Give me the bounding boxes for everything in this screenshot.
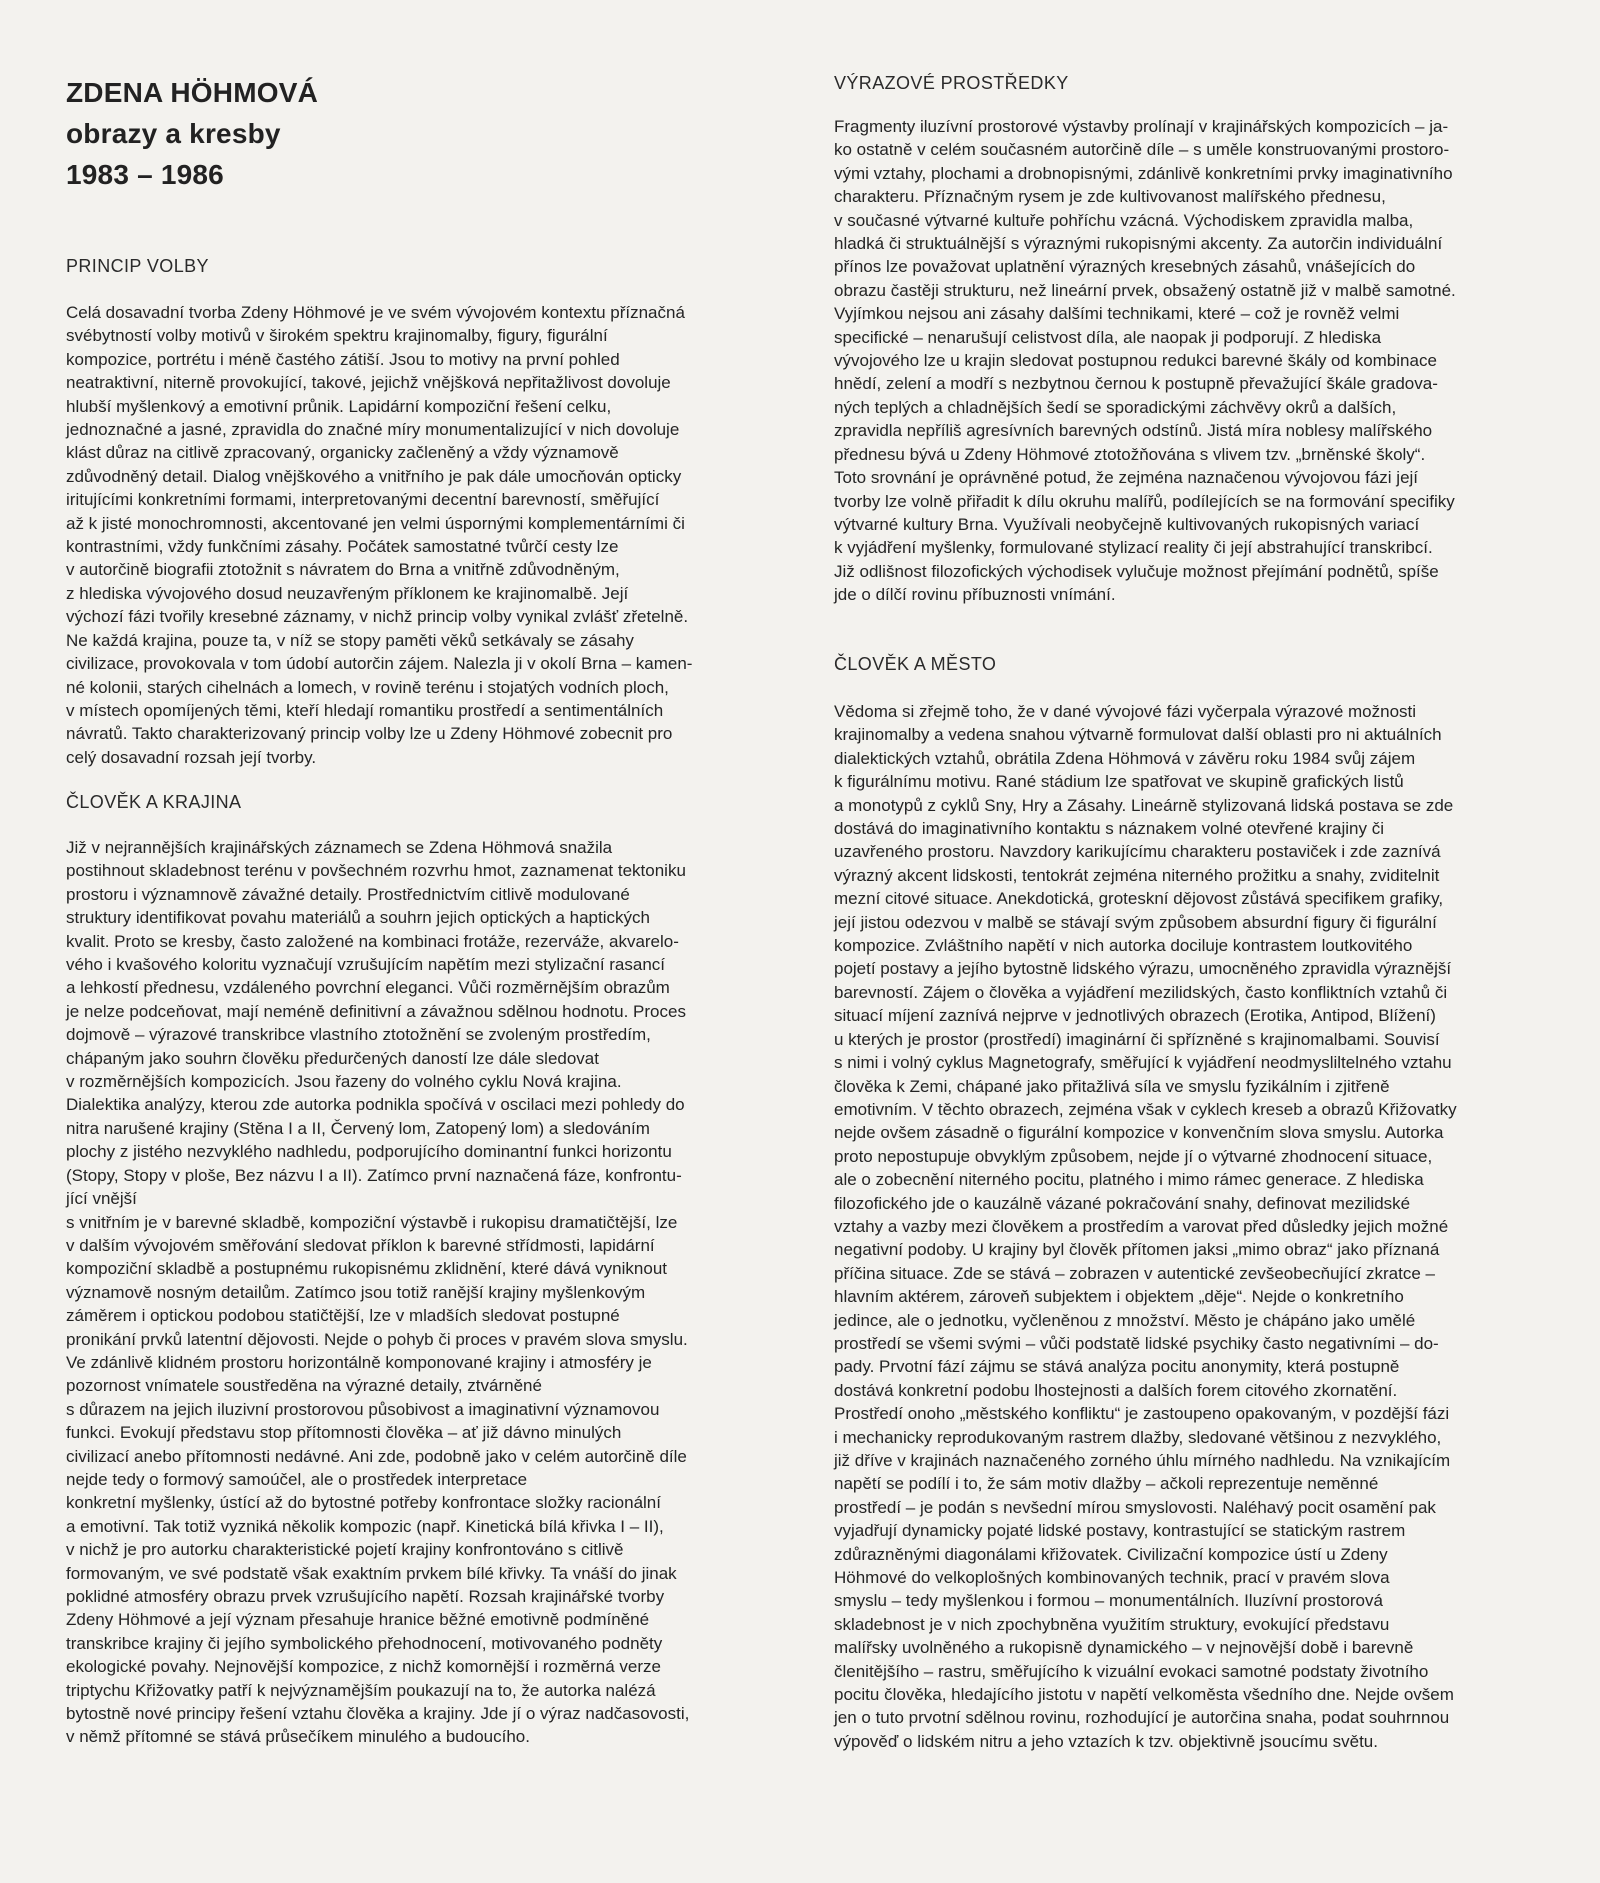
heading-vyrazove-prostredky: VÝRAZOVÉ PROSTŘEDKY <box>834 73 1069 93</box>
paragraph-vyrazove-prostredky: Fragmenty iluzívní prostorové výstavby prolínají v krajinářských kompozicích – ja- ko ostatně v celém současném autorčině díle – s uměle konstruovanými prostoro- vými vztahy, plochami a drobnopisnými, zdánlivě konkretními prvky imaginativního charakteru. Příznačným rysem je zde kultivovanost malířského přednesu, v současné výtvarné kultuře pohříchu vzácná. Východiskem zpravidla malba, hladká či struktuálnější s výraznými rukopisnými akcenty. Za autorčin individuální přínos lze považovat uplatnění výrazných kresebných zásahů, vnášejících do obrazu častěji strukturu, než lineární prvek, obsažený ostatně již v malbě samotné. Vyjímkou nejsou ani zásahy dalšími technikami, které – což je rovněž velmi specifické – nenarušují celistvost díla, ale naopak ji podporují. Z hlediska vývojového lze u krajin sledovat postupnou redukci barevné škály od kombinace hnědí, zelení a modří s nezbytnou černou k postupně převažující škále gradova- ných teplých a chladnějších šedí se sporadickými záchvěvy okrů a dalších, zpravidla nepříliš agresívních barevných odstínů. Jistá míra noblesy malířského přednesu bývá u Zdeny Höhmové ztotožňována s vlivem tzv. „brněnské školy“. Toto srovnání je oprávněné potud, že zejména naznačenou vývojovou fázi její tvorby lze volně přiřadit k dílu okruhu malířů, podílejících se na formování specifiky výtvarné kultury Brna. Využívali neobyčejně kultivovaných rukopisných variací k vyjádření myšlenky, formulované stylizací reality či její abstrahující transkribcí. Již odlišnost filozofických východisek vylučuje možnost přejímání podnětů, spíše jde o dílčí rovinu příbuznosti vnímání. <box>834 117 1456 605</box>
author-name: ZDENA HÖHMOVÁ <box>66 77 319 108</box>
exhibition-subtitle: obrazy a kresby <box>66 118 281 149</box>
exhibition-years: 1983 – 1986 <box>66 159 224 190</box>
heading-clovek-a-mesto: ČLOVĚK A MĚSTO <box>834 654 997 674</box>
heading-princip-volby: PRINCIP VOLBY <box>66 256 209 276</box>
paragraph-clovek-a-krajina: Již v nejrannějších krajinářských záznamech se Zdena Höhmová snažila postihnout skladebnost terénu v povšechném rozvrhu hmot, zaznamenat tektoniku prostoru i významnově závažné detaily. Prostřednictvím citlivě modulované struktury identifikovat povahu materiálů a souhrn jejich optických a haptických kvalit. Proto se kresby, často založené na kombinaci frotáže, rezerváže, akvarelo- vého i kvašového koloritu vyznačují vzrušujícím napětím mezi stylizační rasancí a lehkostí přednesu, vzdáleného povrchní eleganci. Vůči rozměrnějším obrazům je nelze podceňovat, mají neméně definitivní a závažnou sdělnou hodnotu. Proces dojmově – výrazové transkribce vlastního ztotožnění se zvoleným prostředím, chápaným jako souhrn člověku předurčených daností lze dále sledovat v rozměrnějších kompozicích. Jsou řazeny do volného cyklu Nová krajina. Dialektika analýzy, kterou zde autorka podnikla spočívá v oscilaci mezi pohledy do nitra narušené krajiny (Stěna I a II, Červený lom, Zatopený lom) a sledováním plochy z jistého nezvyklého nadhledu, podporujícího dominantní funkci horizontu (Stopy, Stopy v ploše, Bez názvu I a II). Zatímco první naznačená fáze, konfrontu- jící vnější s vnitřním je v barevné skladbě, kompoziční výstavbě i rukopisu dramatičtější, lze v dalším vývojovém směřování sledovat příklon k barevné střídmosti, lapidární kompoziční skladbě a postupnému rukopisnému zklidnění, které dává vyniknout významově nosným detailům. Zatímco jsou totiž ranější krajiny myšlenkovým záměrem i optickou podobou statičtější, lze v mladších sledovat postupné pronikání prvků latentní dějovosti. Nejde o pohyb či proces v pravém slova smyslu. Ve zdánlivě klidném prostoru horizontálně komponované krajiny i atmosféry je pozornost vnímatele soustředěna na výrazné detaily, ztvárněné s důrazem na jejich iluzivní prostorovou působivost a imaginativní významovou funkci. Evokují představu stop přítomnosti člověka – ať již dávno minulých civilizací anebo přítomnosti nedávné. Ani zde, podobně jako v celém autorčině díle nejde tedy o formový samoúčel, ale o prostředek interpretace konkretní myšlenky, ústící až do bytostné potřeby konfrontace složky racionální a emotivní. Tak totiž vyzniká několik kompozic (např. Kinetická bílá křivka I – II), v nichž je pro autorku charakteristické pojetí krajiny konfrontováno s citlivě formovaným, ve své podstatě však exaktním prvkem bílé křivky. Ta vnáší do jinak poklidné atmosféry obrazu prvek vzrušujícího napětí. Rozsah krajinářské tvorby Zdeny Höhmové a její význam přesahuje hranice běžné emotivně podmíněné transkribce krajiny či jejího symbolického přehodnocení, motivovaného podněty ekologické povahy. Nejnovější kompozice, z nichž komornější i rozměrná verze triptychu Křižovatky patří k nejvýznamějším poukazují na to, že autorka nalézá bytostně nové principy řešení vztahu člověka a krajiny. Jde jí o výraz nadčasovosti, v němž přítomné se stává průsečíkem minulého a budoucího. <box>66 838 690 1747</box>
paragraph-princip-volby: Celá dosavadní tvorba Zdeny Höhmové je ve svém vývojovém kontextu příznačná svébytností volby motivů v širokém spektru krajinomalby, figury, figurální kompozice, portrétu i méně častého zátiší. Jsou to motivy na první pohled neatraktivní, niterně provokující, takové, jejichž vnějšková nepřitažlivost dovoluje hlubší myšlenkový a emotivní průnik. Lapidární kompoziční řešení celku, jednoznačné a jasné, zpravidla do značné míry monumentalizující v nich dovoluje klást důraz na citlivě zpracovaný, organicky začleněný a vždy významově zdůvodněný detail. Dialog vnějškového a vnitřního je pak dále umocňován opticky iritujícími konkretními formami, interpretovanými decentní barevností, směřující až k jisté monochromnosti, akcentované jen velmi úspornými komplementárními či kontrastními, vždy funkčními zásahy. Počátek samostatné tvůrčí cesty lze v autorčině biografii ztotožnit s návratem do Brna a vnitřně zdůvodněným, z hlediska vývojového dosud neuzavřeným příklonem ke krajinomalbě. Její výchozí fázi tvořily kresebné záznamy, v nichž princip volby vynikal zvlášť zřetelně. Ne každá krajina, pouze ta, v níž se stopy paměti věků setkávaly se zásahy civilizace, provokovala v tom údobí autorčin zájem. Nalezla ji v okolí Brna – kamen- né kolonii, starých cihelnách a lomech, v rovině terénu i stojatých vodních ploch, v místech opomíjených těmi, kteří hledají romantiku prostředí a sentimentálních návratů. Takto charakterizovaný princip volby lze u Zdeny Höhmové zobecnit pro celý dosavadní rozsah její tvorby. <box>66 303 693 767</box>
title-block <box>66 72 756 195</box>
heading-clovek-a-krajina: ČLOVĚK A KRAJINA <box>66 792 242 812</box>
paragraph-clovek-a-mesto: Vědoma si zřejmě toho, že v dané vývojové fázi vyčerpala výrazové možnosti krajinomalby a vedena snahou výtvarně formulovat další oblasti pro ni aktuálních dialektických vztahů, obrátila Zdena Höhmová v závěru roku 1984 svůj zájem k figurálnímu motivu. Rané stádium lze spatřovat ve skupině grafických listů a monotypů z cyklů Sny, Hry a Zásahy. Lineárně stylizovaná lidská postava se zde dostává do imaginativního kontaktu s náznakem volné otevřené krajiny či uzavřeného prostoru. Navzdory karikujícímu charakteru postaviček i zde zaznívá výrazný akcent lidskosti, tentokrát zejména niterného prožitku a snahy, zviditelnit mezní citové situace. Anekdotická, groteskní dějovost zůstává specifikem grafiky, její jistou odezvou v malbě se stávají svým způsobem absurdní figury či figurální kompozice. Zvláštního napětí v nich autorka dociluje kontrastem loutkovitého pojetí postavy a jejího bytostně lidského výrazu, umocněného zpravidla výraznější barevností. Zájem o člověka a vyjádření mezilidských, často konfliktních vztahů či situací míjení zaznívá nejprve v jednotlivých obrazech (Erotika, Antipod, Blížení) u kterých je prostor (prostředí) imaginární či spřízněné s krajinomalbami. Souvisí s nimi i volný cyklus Magnetografy, směřující k vyjádření neodmysliltelného vztahu člověka k Zemi, chápané jako přitažlivá síla ve smyslu fyzikálním i zjitřeně emotivním. V těchto obrazech, zejména však v cyklech kreseb a obrazů Křižovatky nejde ovšem zásadně o figurální kompozice v konvenčním slova smyslu. Autorka proto nepostupuje obvyklým způsobem, nejde jí o výtvarné zhodnocení situace, ale o zobecnění niterného pocitu, platného i mimo rámec generace. Z hlediska filozofického jde o kauzálně vázané pokračování snahy, definovat mezilidské vztahy a vazby mezi člověkem a prostředím a varovat před důsledky jejich možné negativní podoby. U krajiny byl člověk přítomen jaksi „mimo obraz“ jako příznaná příčina situace. Zde se stává – zobrazen v autentické zevšeobecňující zkratce – hlavním aktérem, zároveň subjektem i objektem „děje“. Nejde o konkretního jedince, ale o jednotku, vyčleněnou z množství. Město je chápáno jako umělé prostředí se všemi svými – vůči podstatě lidské psychiky často negativními – do- pady. Prvotní fází zájmu se stává analýza pocitu anonymity, která postupně dostává konkretní podobu lhostejnosti a dalších forem citového zkornatění. Prostředí onoho „městského konfliktu“ je zastoupeno opakovaným, v pozdější fázi i mechanicky reprodukovaným rastrem dlažby, sledované většinou z nezvyklého, již dříve v krajinách naznačeného zorného úhlu mírného nadhledu. Na vznikajícím napětí se podílí i to, že sám motiv dlažby – ačkoli reprezentuje neměnné prostředí – je podán s nevšední mírou smyslovosti. Naléhavý pocit osamění pak vyjadřují dynamicky pojaté lidské postavy, kontrastující se statickým rastrem zdůrazněnými diagonálami křižovatek. Civilizační kompozice ústí u Zdeny Höhmové do velkoplošných kombinovaných technik, prací v pravém slova smyslu – tedy myšlenkou i formou – monumentálních. Iluzívní prostorová skladebnost je v nich zpochybněna využitím struktury, evokující představu malířsky uvolněného a rukopisně dynamického – v nejnovější době i barevně členitějšího – rastru, směřujícího k vizuální evokaci samotné podstaty životního pocitu člověka, hledajícího jistotu v napětí velkoměsta všedního dne. Nejde ovšem jen o tuto prvotní sdělnou rovinu, rozhodující je autorčina snaha, podat souhrnnou výpověď o lidském nitru a jeho vztazích k tzv. objektivně jsoucímu světu. <box>834 702 1457 1751</box>
